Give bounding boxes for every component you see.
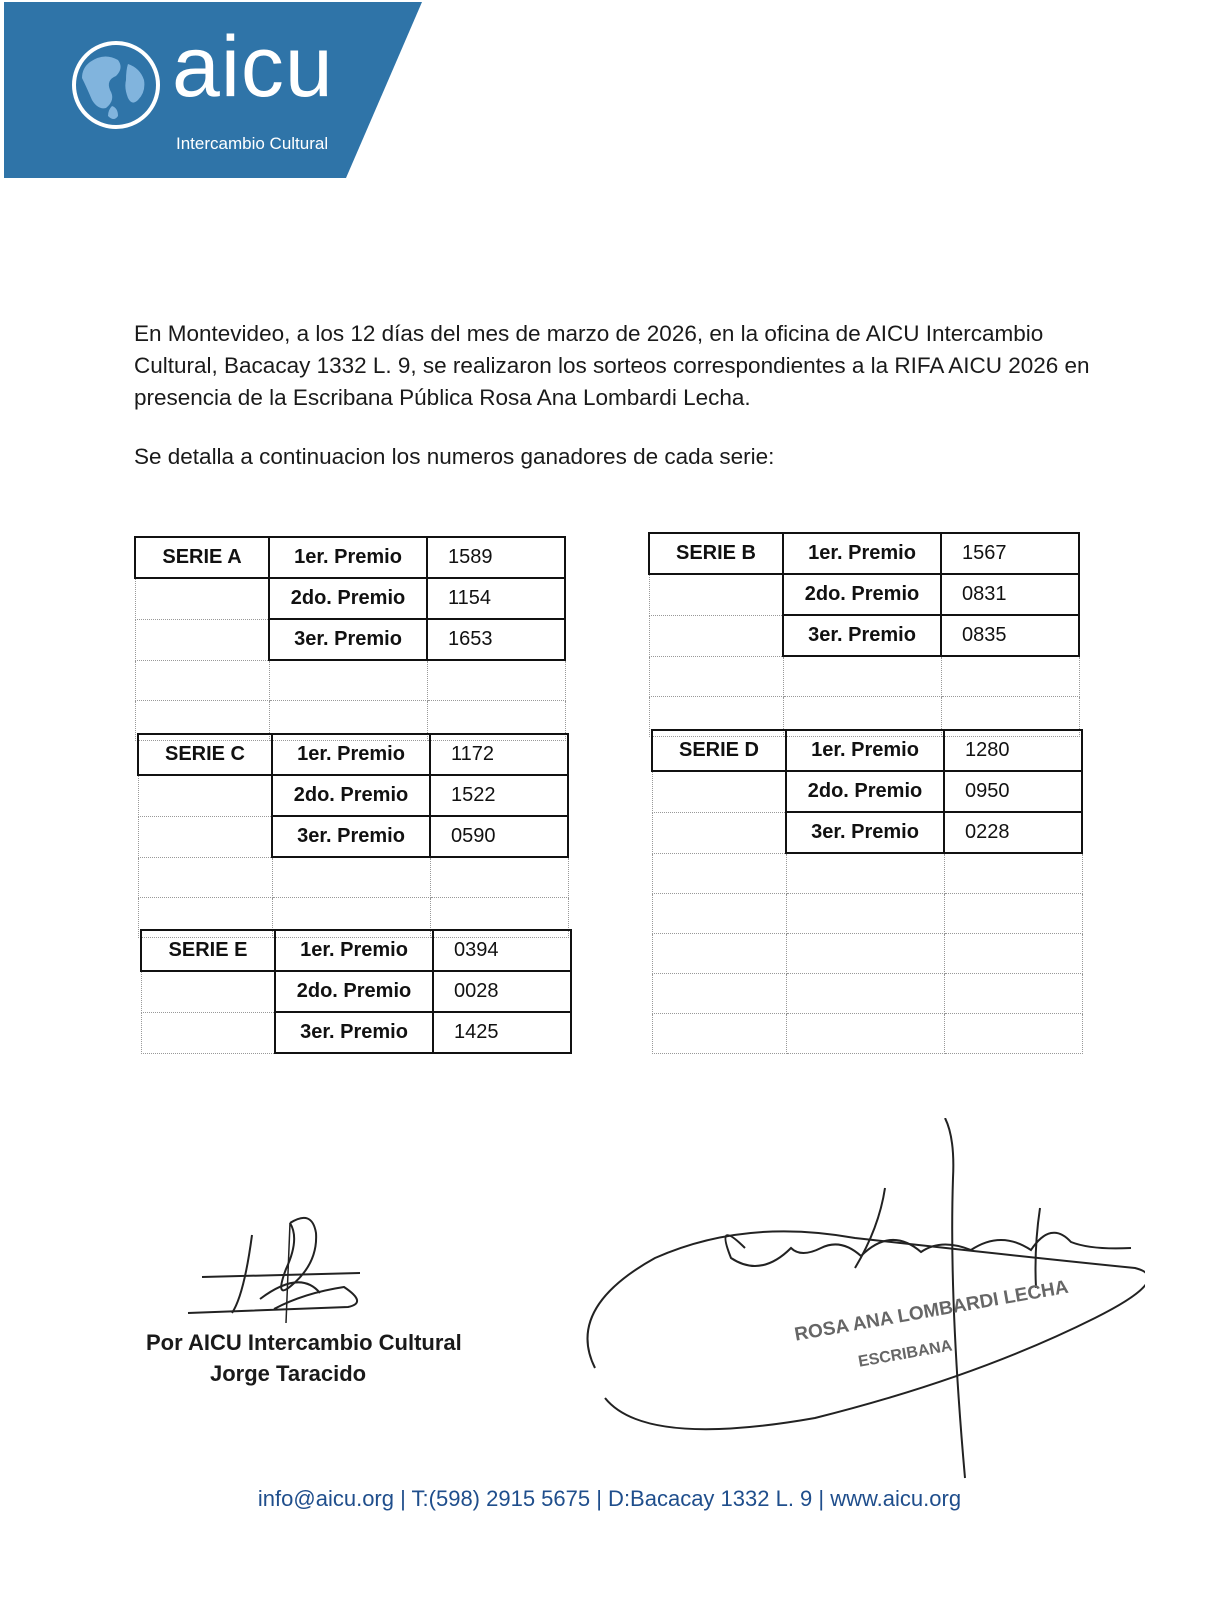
signature-right-icon bbox=[585, 1118, 1145, 1498]
table-row bbox=[652, 853, 1082, 894]
table-row bbox=[138, 857, 568, 898]
table-row bbox=[141, 930, 571, 971]
prize-label: 2do. Premio bbox=[272, 775, 430, 816]
series-table-a bbox=[134, 536, 566, 741]
prize-number: 0835 bbox=[941, 615, 1079, 656]
prize-label: 1er. Premio bbox=[269, 537, 427, 578]
notary-stamp-role: ESCRIBANA bbox=[857, 1337, 954, 1371]
prize-number: 0394 bbox=[433, 930, 571, 971]
table-row bbox=[138, 734, 568, 775]
prize-number: 0831 bbox=[941, 574, 1079, 615]
empty-cell bbox=[138, 816, 272, 857]
prize-number: 1653 bbox=[427, 619, 565, 660]
series-name: SERIE B bbox=[649, 533, 783, 574]
prize-number: 1589 bbox=[427, 537, 565, 578]
empty-cell bbox=[652, 812, 786, 853]
prize-label: 2do. Premio bbox=[783, 574, 941, 615]
series-table-e bbox=[140, 929, 572, 1054]
table-row bbox=[652, 974, 1082, 1014]
table-row bbox=[138, 775, 568, 816]
prize-number: 1154 bbox=[427, 578, 565, 619]
prize-label: 2do. Premio bbox=[786, 771, 944, 812]
prize-label: 1er. Premio bbox=[786, 730, 944, 771]
empty-cell bbox=[141, 971, 275, 1012]
empty-cell bbox=[135, 619, 269, 660]
table-row bbox=[649, 533, 1079, 574]
series-table-d bbox=[651, 729, 1083, 1054]
prize-label: 1er. Premio bbox=[783, 533, 941, 574]
footer-contact: info@aicu.org | T:(598) 2915 5675 | D:Bacacay 1332 L. 9 | www.aicu.org bbox=[257, 1486, 962, 1511]
table-row bbox=[135, 660, 565, 701]
prize-number: 0228 bbox=[944, 812, 1082, 853]
series-name: SERIE A bbox=[135, 537, 269, 578]
prize-label: 3er. Premio bbox=[783, 615, 941, 656]
prize-number: 0028 bbox=[433, 971, 571, 1012]
signature-left-icon bbox=[140, 1215, 360, 1325]
table-row bbox=[652, 1014, 1082, 1054]
table-row bbox=[649, 656, 1079, 697]
prize-label: 2do. Premio bbox=[275, 971, 433, 1012]
prize-number: 1522 bbox=[430, 775, 568, 816]
series-name: SERIE D bbox=[652, 730, 786, 771]
logo-subtitle: Intercambio Cultural bbox=[176, 134, 329, 153]
logo-banner bbox=[4, 2, 434, 180]
notary-stamp-name: ROSA ANA LOMBARDI LECHA bbox=[793, 1276, 1071, 1346]
signer-organization: Por AICU Intercambio Cultural bbox=[146, 1330, 462, 1355]
empty-cell bbox=[135, 578, 269, 619]
table-row bbox=[649, 615, 1079, 656]
prize-label: 3er. Premio bbox=[786, 812, 944, 853]
series-name: SERIE C bbox=[138, 734, 272, 775]
prize-label: 3er. Premio bbox=[275, 1012, 433, 1053]
prize-number: 1425 bbox=[433, 1012, 571, 1053]
prize-label: 1er. Premio bbox=[272, 734, 430, 775]
series-name: SERIE E bbox=[141, 930, 275, 971]
empty-cell bbox=[652, 771, 786, 812]
table-row bbox=[652, 730, 1082, 771]
signer-name: Jorge Taracido bbox=[210, 1361, 367, 1386]
prize-label: 1er. Premio bbox=[275, 930, 433, 971]
table-row bbox=[652, 771, 1082, 812]
table-row bbox=[652, 894, 1082, 934]
table-row bbox=[141, 1012, 571, 1053]
intro-paragraph: En Montevideo, a los 12 días del mes de marzo de 2026, en la oficina de AICU Intercambio Cultural, Bacacay 1332 L. 9, se realizaron los sorteos correspondientes a la RIFA AICU 2026 en presencia de la Escribana Pública Rosa Ana Lombardi Lecha. bbox=[134, 321, 1090, 410]
prize-number: 0950 bbox=[944, 771, 1082, 812]
table-row bbox=[141, 971, 571, 1012]
series-table-c bbox=[137, 733, 569, 938]
table-row bbox=[652, 812, 1082, 853]
table-row bbox=[135, 578, 565, 619]
table-row bbox=[649, 574, 1079, 615]
empty-cell bbox=[138, 775, 272, 816]
prize-number: 1280 bbox=[944, 730, 1082, 771]
prize-label: 2do. Premio bbox=[269, 578, 427, 619]
table-row bbox=[138, 816, 568, 857]
prize-number: 1567 bbox=[941, 533, 1079, 574]
logo-wordmark: aicu bbox=[172, 19, 334, 115]
prize-label: 3er. Premio bbox=[272, 816, 430, 857]
detail-paragraph: Se detalla a continuacion los numeros ganadores de cada serie: bbox=[134, 444, 775, 469]
table-row bbox=[135, 619, 565, 660]
prize-number: 1172 bbox=[430, 734, 568, 775]
empty-cell bbox=[649, 574, 783, 615]
prize-label: 3er. Premio bbox=[269, 619, 427, 660]
empty-cell bbox=[649, 615, 783, 656]
empty-cell bbox=[141, 1012, 275, 1053]
prize-number: 0590 bbox=[430, 816, 568, 857]
series-table-b bbox=[648, 532, 1080, 737]
table-row bbox=[135, 537, 565, 578]
table-row bbox=[652, 934, 1082, 974]
